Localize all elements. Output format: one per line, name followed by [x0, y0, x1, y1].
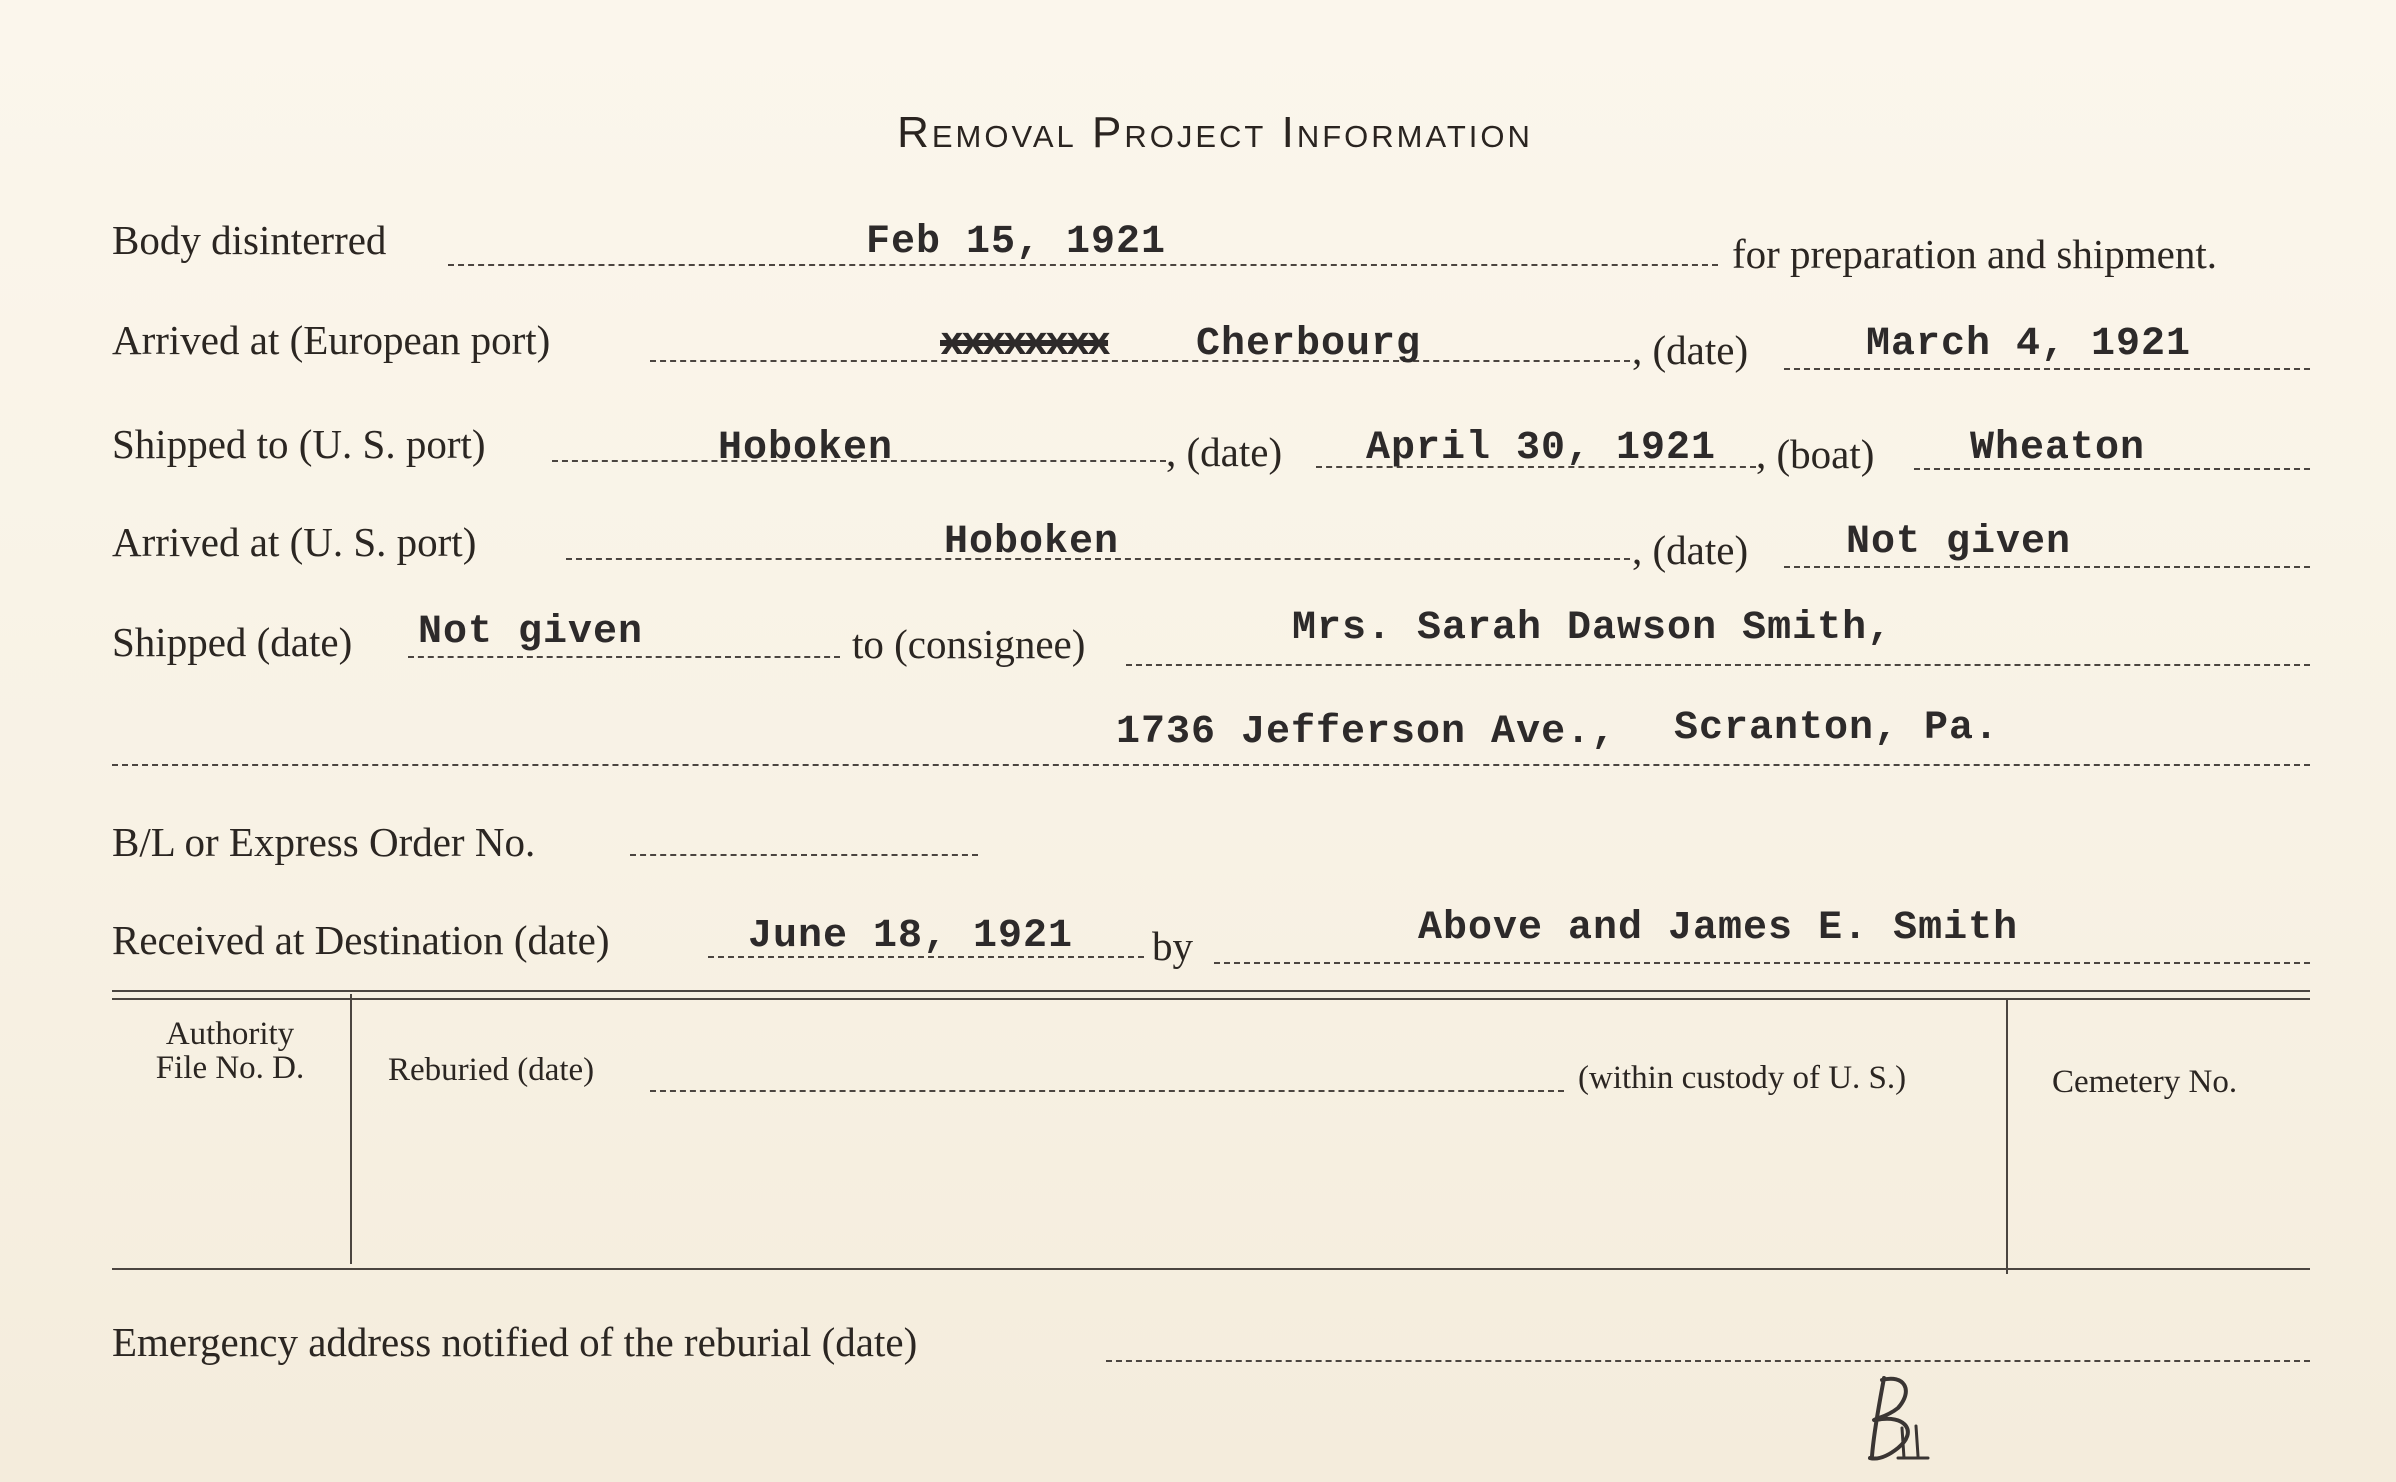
consignee-city-value: Scranton, Pa.: [1674, 706, 2000, 751]
express-order-label: B/L or Express Order No.: [112, 819, 536, 865]
shipment-suffix-label: for preparation and shipment.: [1732, 231, 2218, 277]
emergency-address-line: [1106, 1360, 2310, 1362]
cemetery-number-label: Cemetery No.: [2052, 1064, 2238, 1100]
received-date-label: Received at Destination (date): [112, 917, 610, 963]
handwritten-initial-mark: [1858, 1370, 1938, 1470]
us-port-shipped-label: Shipped to (U. S. port): [112, 421, 486, 467]
consignee-address-value: 1736 Jefferson Ave.,: [1116, 710, 1617, 755]
authority-label-line2: File No. D.: [155, 1050, 305, 1086]
us-port-shipped-date-value: April 30, 1921: [1366, 426, 1717, 471]
form-title: Removal Project Information: [897, 108, 1533, 157]
authority-label-line1: Authority: [165, 1016, 295, 1052]
received-date-value: June 18, 1921: [748, 914, 1074, 959]
shipped-date-value: Not given: [418, 610, 644, 655]
box-divider-right: [2006, 1000, 2008, 1274]
european-port-date-value: March 4, 1921: [1866, 322, 2192, 367]
box-top-rule-double: [112, 998, 2310, 1000]
box-top-rule: [112, 990, 2310, 992]
box-divider-left: [350, 994, 352, 1264]
us-port-arrived-label: Arrived at (U. S. port): [112, 519, 477, 565]
us-port-arrived-date-value: Not given: [1846, 520, 2072, 565]
consignee-value: Mrs. Sarah Dawson Smith,: [1292, 606, 1893, 651]
express-order-line: [630, 854, 978, 856]
box-bottom-rule: [112, 1268, 2310, 1270]
reburied-date-line: [650, 1090, 1564, 1092]
us-port-arrived-value: Hoboken: [944, 520, 1120, 565]
body-disinterred-label: Body disinterred: [112, 217, 387, 263]
european-port-value: Cherbourg: [1196, 322, 1422, 367]
shipped-date-label: Shipped (date): [112, 619, 353, 665]
received-by-value: Above and James E. Smith: [1418, 906, 2019, 951]
struck-out-text: xxxxxxxx: [940, 322, 1109, 367]
consignee-label: to (consignee): [852, 621, 1086, 667]
us-port-shipped-value: Hoboken: [718, 426, 894, 471]
european-port-date-label: , (date): [1632, 327, 1749, 373]
received-by-label: by: [1152, 923, 1193, 969]
reburied-date-label: Reburied (date): [388, 1052, 595, 1088]
received-by-line: [1214, 962, 2310, 964]
consignee-address-line: [112, 764, 2310, 766]
european-port-line: [650, 360, 1630, 362]
us-port-arrived-date-label: , (date): [1632, 527, 1749, 573]
european-port-date-line: [1784, 368, 2310, 370]
emergency-address-label: Emergency address notified of the reburial (date): [112, 1319, 918, 1365]
boat-value: Wheaton: [1970, 426, 2146, 471]
us-port-shipped-date-label: , (date): [1166, 429, 1283, 475]
body-disinterred-value: Feb 15, 1921: [866, 220, 1167, 265]
us-port-arrived-date-line: [1784, 566, 2310, 568]
custody-label: (within custody of U. S.): [1578, 1060, 1907, 1096]
boat-label: , (boat): [1756, 431, 1875, 477]
european-port-label: Arrived at (European port): [112, 317, 551, 363]
consignee-line: [1126, 664, 2310, 666]
shipped-date-line: [408, 656, 840, 658]
